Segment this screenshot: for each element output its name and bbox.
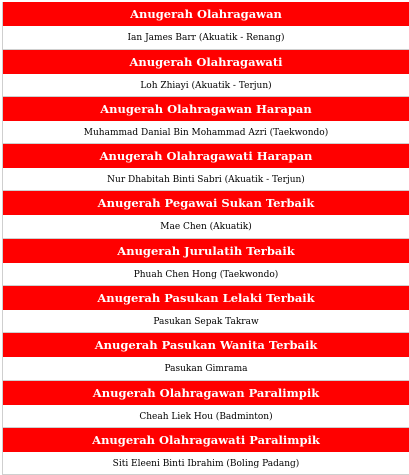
award-category-header: Anugerah Pasukan Lelaki Terbaik <box>3 286 409 311</box>
award-category-header: Anugerah Olahragawan Paralimpik <box>3 381 409 406</box>
award-winner: Mae Chen (Akuatik) <box>3 216 409 239</box>
award-winner: Ian James Barr (Akuatik - Renang) <box>3 27 409 50</box>
award-winner: Loh Zhiayi (Akuatik - Terjun) <box>3 75 409 97</box>
award-winner: Phuah Chen Hong (Taekwondo) <box>3 264 409 286</box>
award-winner: Pasukan Sepak Takraw <box>3 311 409 333</box>
award-category-header: Anugerah Pegawai Sukan Terbaik <box>3 191 409 216</box>
award-category-header: Anugerah Jurulatih Terbaik <box>3 239 409 264</box>
award-winner: Nur Dhabitah Binti Sabri (Akuatik - Terjun) <box>3 169 409 191</box>
award-winner: Pasukan Gimrama <box>3 358 409 381</box>
award-winner: Muhammad Danial Bin Mohammad Azri (Taekwondo) <box>3 122 409 144</box>
award-category-header: Anugerah Olahragawan <box>3 2 409 27</box>
award-category-header: Anugerah Olahragawati <box>3 50 409 75</box>
award-winner: Siti Eleeni Binti Ibrahim (Boling Padang) <box>3 453 409 475</box>
award-category-header: Anugerah Olahragawati Paralimpik <box>3 428 409 453</box>
award-table <box>2 2 409 475</box>
award-winner: Cheah Liek Hou (Badminton) <box>3 406 409 428</box>
award-category-header: Anugerah Olahragawan Harapan <box>3 97 409 122</box>
award-category-header: Anugerah Olahragawati Harapan <box>3 144 409 169</box>
award-category-header: Anugerah Pasukan Wanita Terbaik <box>3 333 409 358</box>
